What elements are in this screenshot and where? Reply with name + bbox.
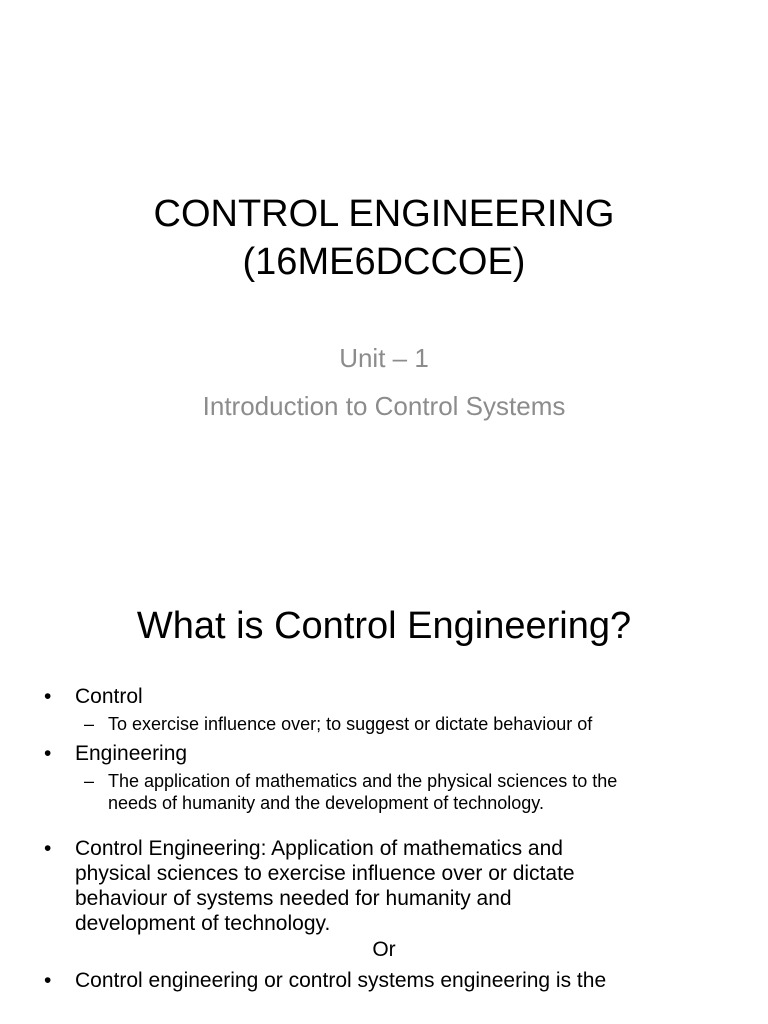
bullet-marker: •	[44, 969, 52, 992]
subtitle-unit: Unit – 1	[339, 343, 429, 373]
bullet-control-systems-engineering	[44, 968, 734, 993]
bullet-marker: •	[44, 837, 52, 860]
sub-bullet-marker: –	[84, 771, 95, 791]
bullet-text-line-3: behaviour of systems needed for humanity and	[75, 887, 512, 910]
sub-bullet-text: To exercise influence over; to suggest or dictate behaviour of	[108, 714, 593, 734]
content-slide-title: What is Control Engineering?	[136, 605, 632, 647]
bullet-marker: •	[44, 742, 52, 765]
bullet-control-engineering-definition	[44, 836, 734, 936]
bullet-text: Engineering	[75, 742, 188, 765]
slide-title-line-2: (16ME6DCCOE)	[242, 241, 526, 283]
slide-title-line-1: CONTROL ENGINEERING	[153, 193, 615, 235]
bullet-text: Control	[75, 685, 143, 708]
sub-bullet-text-line-1: The application of mathematics and the physical sciences to the	[108, 771, 618, 791]
sub-bullet-control-definition	[44, 713, 734, 735]
bullet-text-line-4: development of technology.	[75, 912, 331, 935]
sub-bullet-marker: –	[84, 714, 95, 734]
bullet-list	[44, 684, 734, 993]
subtitle-topic: Introduction to Control Systems	[202, 391, 566, 421]
bullet-text-line-2: physical sciences to exercise influence over or dictate	[75, 862, 575, 885]
bullet-engineering	[44, 741, 734, 766]
sub-bullet-engineering-definition	[44, 770, 734, 814]
bullet-text-line-1: Control engineering or control systems engineering is the	[75, 969, 607, 992]
slide-subtitle	[0, 334, 768, 430]
bullet-text-line-1: Control Engineering: Application of mathematics and	[75, 837, 563, 860]
or-separator: Or	[372, 938, 396, 961]
bullet-control	[44, 684, 734, 709]
sub-bullet-text-line-2: needs of humanity and the development of technology.	[108, 793, 544, 813]
slide-title	[0, 190, 768, 286]
bullet-marker: •	[44, 685, 52, 708]
